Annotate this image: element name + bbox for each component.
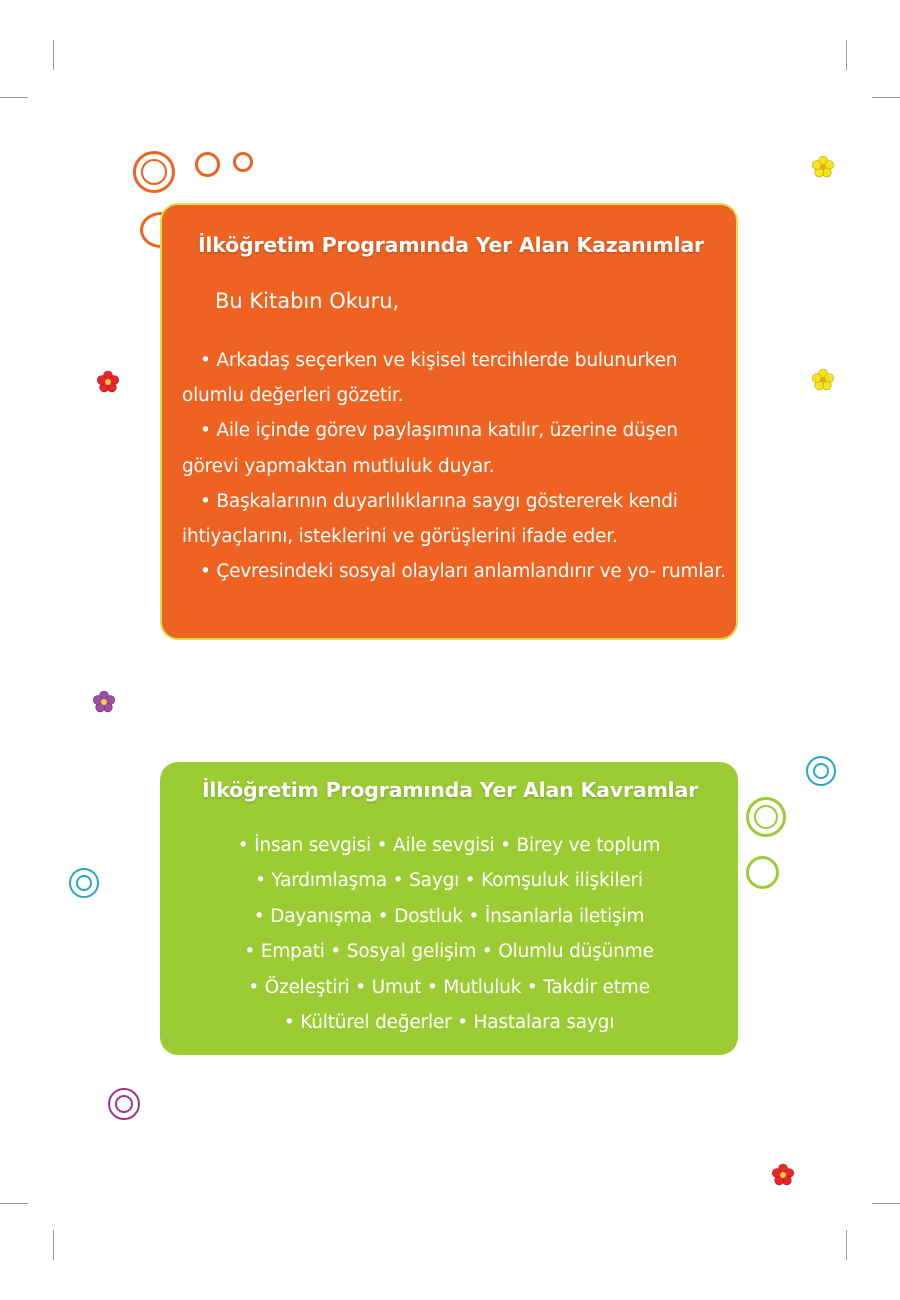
green-ring-decoration — [746, 856, 779, 889]
outcome-item: • Çevresindeki sosyal olayları anlamlandırır ve yo- rumlar. — [182, 554, 727, 589]
purple-ring-decoration — [108, 1088, 140, 1120]
crop-mark — [53, 40, 54, 70]
concept-line: • Dayanışma • Dostluk • İnsanlarla iletişim — [253, 905, 645, 927]
yellow-flower-icon — [811, 155, 835, 179]
crop-mark — [53, 1230, 54, 1260]
crop-mark — [846, 1230, 847, 1260]
red-flower-icon — [771, 1163, 795, 1187]
outcome-item: • Başkalarının duyarlılıklarına saygı göstererek kendi ihtiyaçlarını, isteklerini ve görüşlerini ifade eder. — [182, 484, 727, 554]
outcome-item: • Aile içinde görev paylaşımına katılır, üzerine düşen görevi yapmaktan mutluluk duyar. — [182, 413, 727, 483]
orange-ring-decoration — [233, 152, 253, 172]
outcomes-title: İlköğretim Programında Yer Alan Kazanımlar — [198, 233, 704, 257]
outcomes-card — [160, 203, 738, 640]
green-ring-decoration — [746, 797, 786, 837]
concepts-title: İlköğretim Programında Yer Alan Kavramlar — [202, 778, 699, 802]
concept-line: • Yardımlaşma • Saygı • Komşuluk ilişkileri — [255, 870, 643, 892]
purple-flower-icon — [92, 690, 116, 714]
red-flower-icon — [96, 370, 120, 394]
outcomes-list — [182, 343, 727, 589]
teal-ring-decoration — [806, 756, 836, 786]
reader-greeting: Bu Kitabın Okuru, — [215, 289, 400, 313]
teal-ring-decoration — [69, 868, 99, 898]
outcome-item: • Arkadaş seçerken ve kişisel tercihlerde bulunurken olumlu değerleri gözetir. — [182, 343, 727, 413]
concepts-card — [160, 762, 738, 1055]
concept-line: • İnsan sevgisi • Aile sevgisi • Birey ve toplum — [237, 835, 661, 856]
orange-ring-decoration — [195, 152, 220, 177]
crop-mark — [846, 40, 847, 70]
orange-ring-decoration — [133, 151, 175, 193]
crop-mark — [872, 97, 900, 98]
crop-mark — [0, 97, 28, 98]
concept-line: • Empati • Sosyal gelişim • Olumlu düşünme — [244, 941, 654, 963]
crop-mark — [872, 1203, 900, 1204]
concepts-list — [160, 828, 738, 1040]
concept-line: • Kültürel değerler • Hastalara saygı — [283, 1012, 615, 1034]
yellow-flower-icon — [811, 368, 835, 392]
concept-line: • Özeleştiri • Umut • Mutluluk • Takdir etme — [248, 976, 650, 998]
crop-mark — [0, 1203, 28, 1204]
